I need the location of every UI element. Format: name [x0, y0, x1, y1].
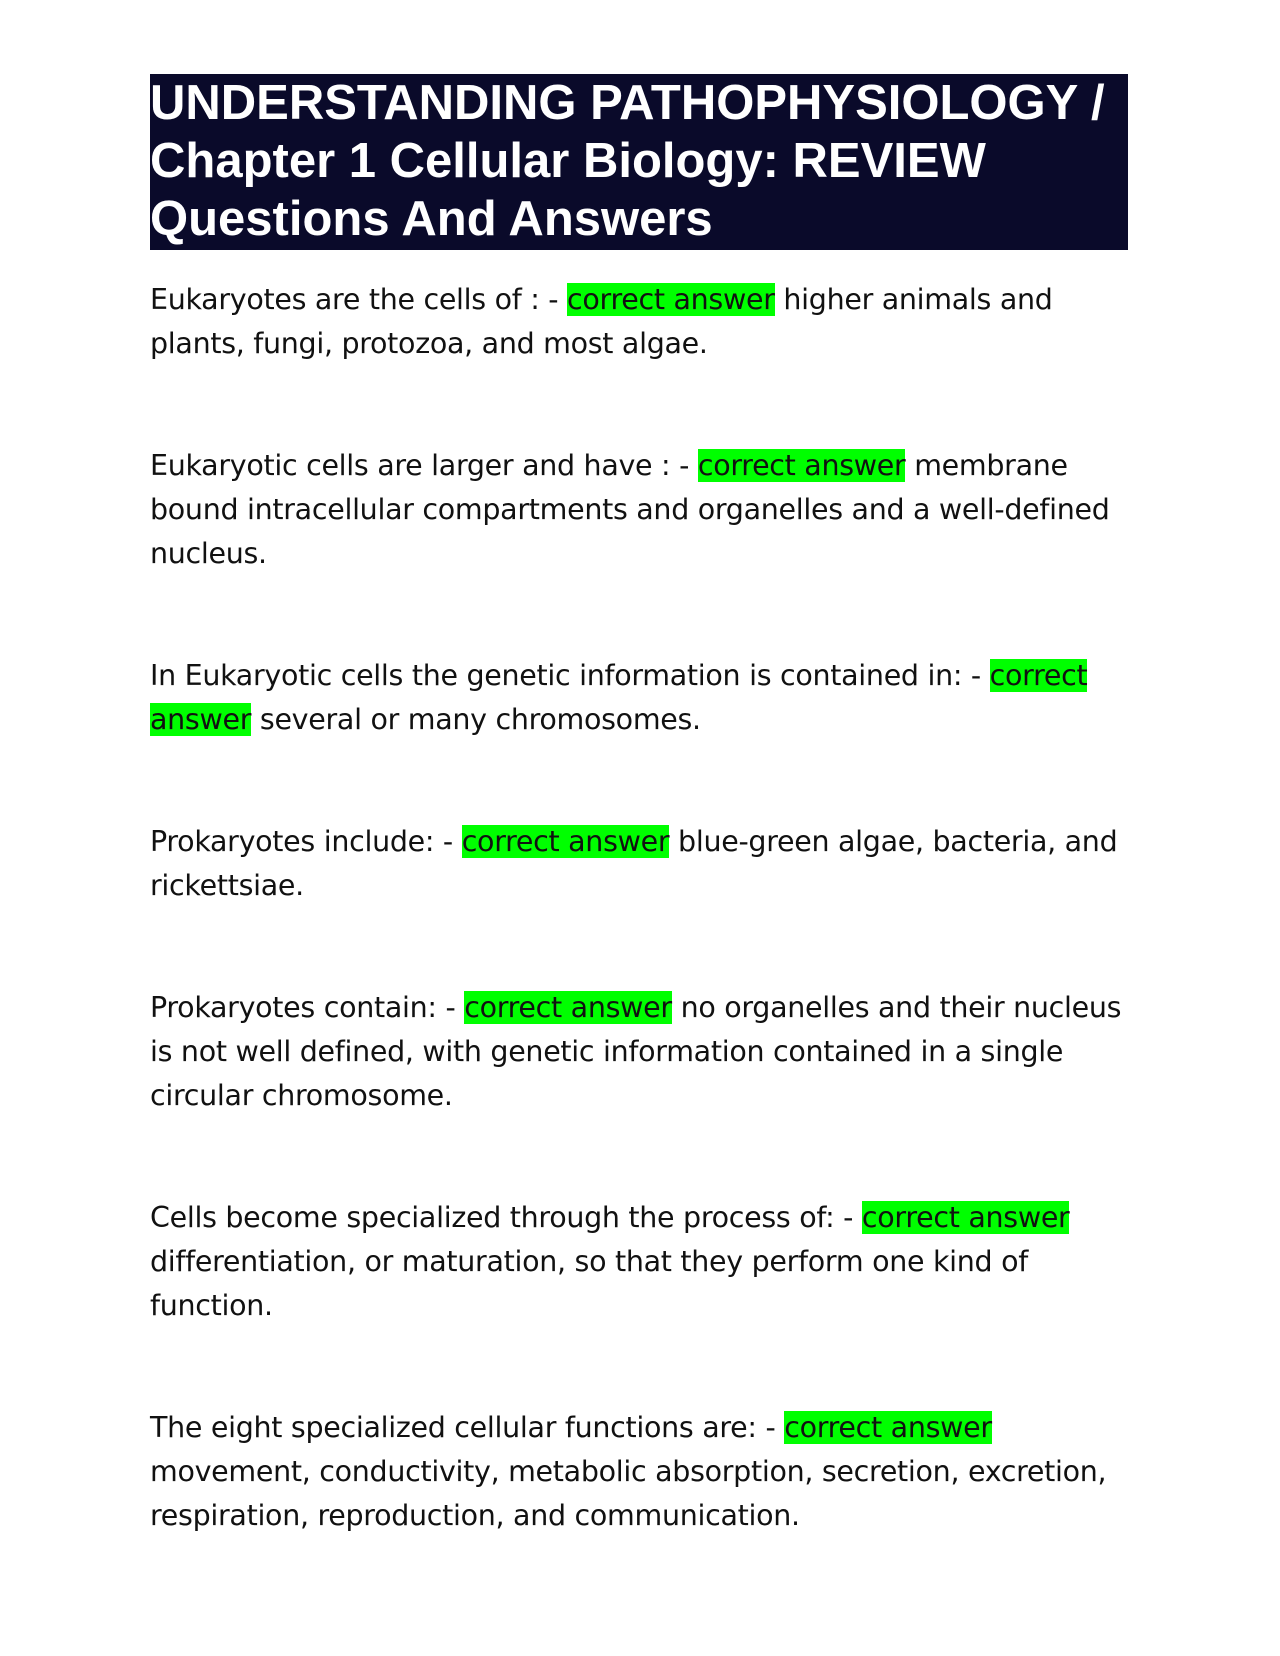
qa-item-6	[150, 1196, 1128, 1328]
correct-answer-marker: correct answer	[461, 825, 670, 858]
correct-answer-marker: correct answer	[567, 283, 775, 316]
qa-item-1	[150, 278, 1128, 366]
question-text: Cells become specialized through the process of: -	[150, 1201, 862, 1234]
answer-text: several or many chromosomes.	[251, 703, 701, 736]
title-line-1: UNDERSTANDING PATHOPHYSIOLOGY /	[150, 76, 1105, 130]
qa-item-7	[150, 1406, 1128, 1538]
correct-answer-marker: correct answer	[150, 659, 1088, 736]
qa-item-5	[150, 986, 1128, 1118]
qa-item-4	[150, 820, 1128, 908]
qa-item-2	[150, 444, 1128, 576]
question-text: Prokaryotes contain: -	[150, 991, 465, 1024]
qa-item-3	[150, 654, 1128, 742]
question-text: Eukaryotes are the cells of : -	[150, 283, 568, 316]
document-page	[150, 74, 1128, 1538]
title-line-3: Questions And Answers	[150, 192, 713, 246]
question-text: The eight specialized cellular functions are: -	[150, 1411, 785, 1444]
document-title	[150, 74, 1128, 250]
answer-text: higher animals and plants, fungi, protozoa, and most algae.	[150, 283, 1053, 360]
correct-answer-marker: correct answer	[697, 449, 906, 482]
answer-text: differentiation, or maturation, so that they perform one kind of function.	[150, 1245, 1028, 1322]
correct-answer-marker: correct answer	[861, 1201, 1070, 1234]
question-text: Prokaryotes include: -	[150, 825, 462, 858]
question-text: In Eukaryotic cells the genetic information is contained in: -	[150, 659, 990, 692]
correct-answer-marker: correct answer	[784, 1411, 992, 1444]
answer-text: no organelles and their nucleus is not well defined, with genetic information contained in a single circular chromosome.	[150, 991, 1122, 1112]
title-line-2: Chapter 1 Cellular Biology: REVIEW	[150, 134, 986, 188]
qa-list	[150, 278, 1128, 1538]
answer-text: movement, conductivity, metabolic absorption, secretion, excretion, respiration, reproduction, and communication.	[150, 1455, 1107, 1532]
answer-text: membrane bound intracellular compartments and organelles and a well-defined nucleus.	[150, 449, 1110, 570]
question-text: Eukaryotic cells are larger and have : -	[150, 449, 698, 482]
answer-text: blue-green algae, bacteria, and rickettsiae.	[150, 825, 1118, 902]
correct-answer-marker: correct answer	[464, 991, 672, 1024]
